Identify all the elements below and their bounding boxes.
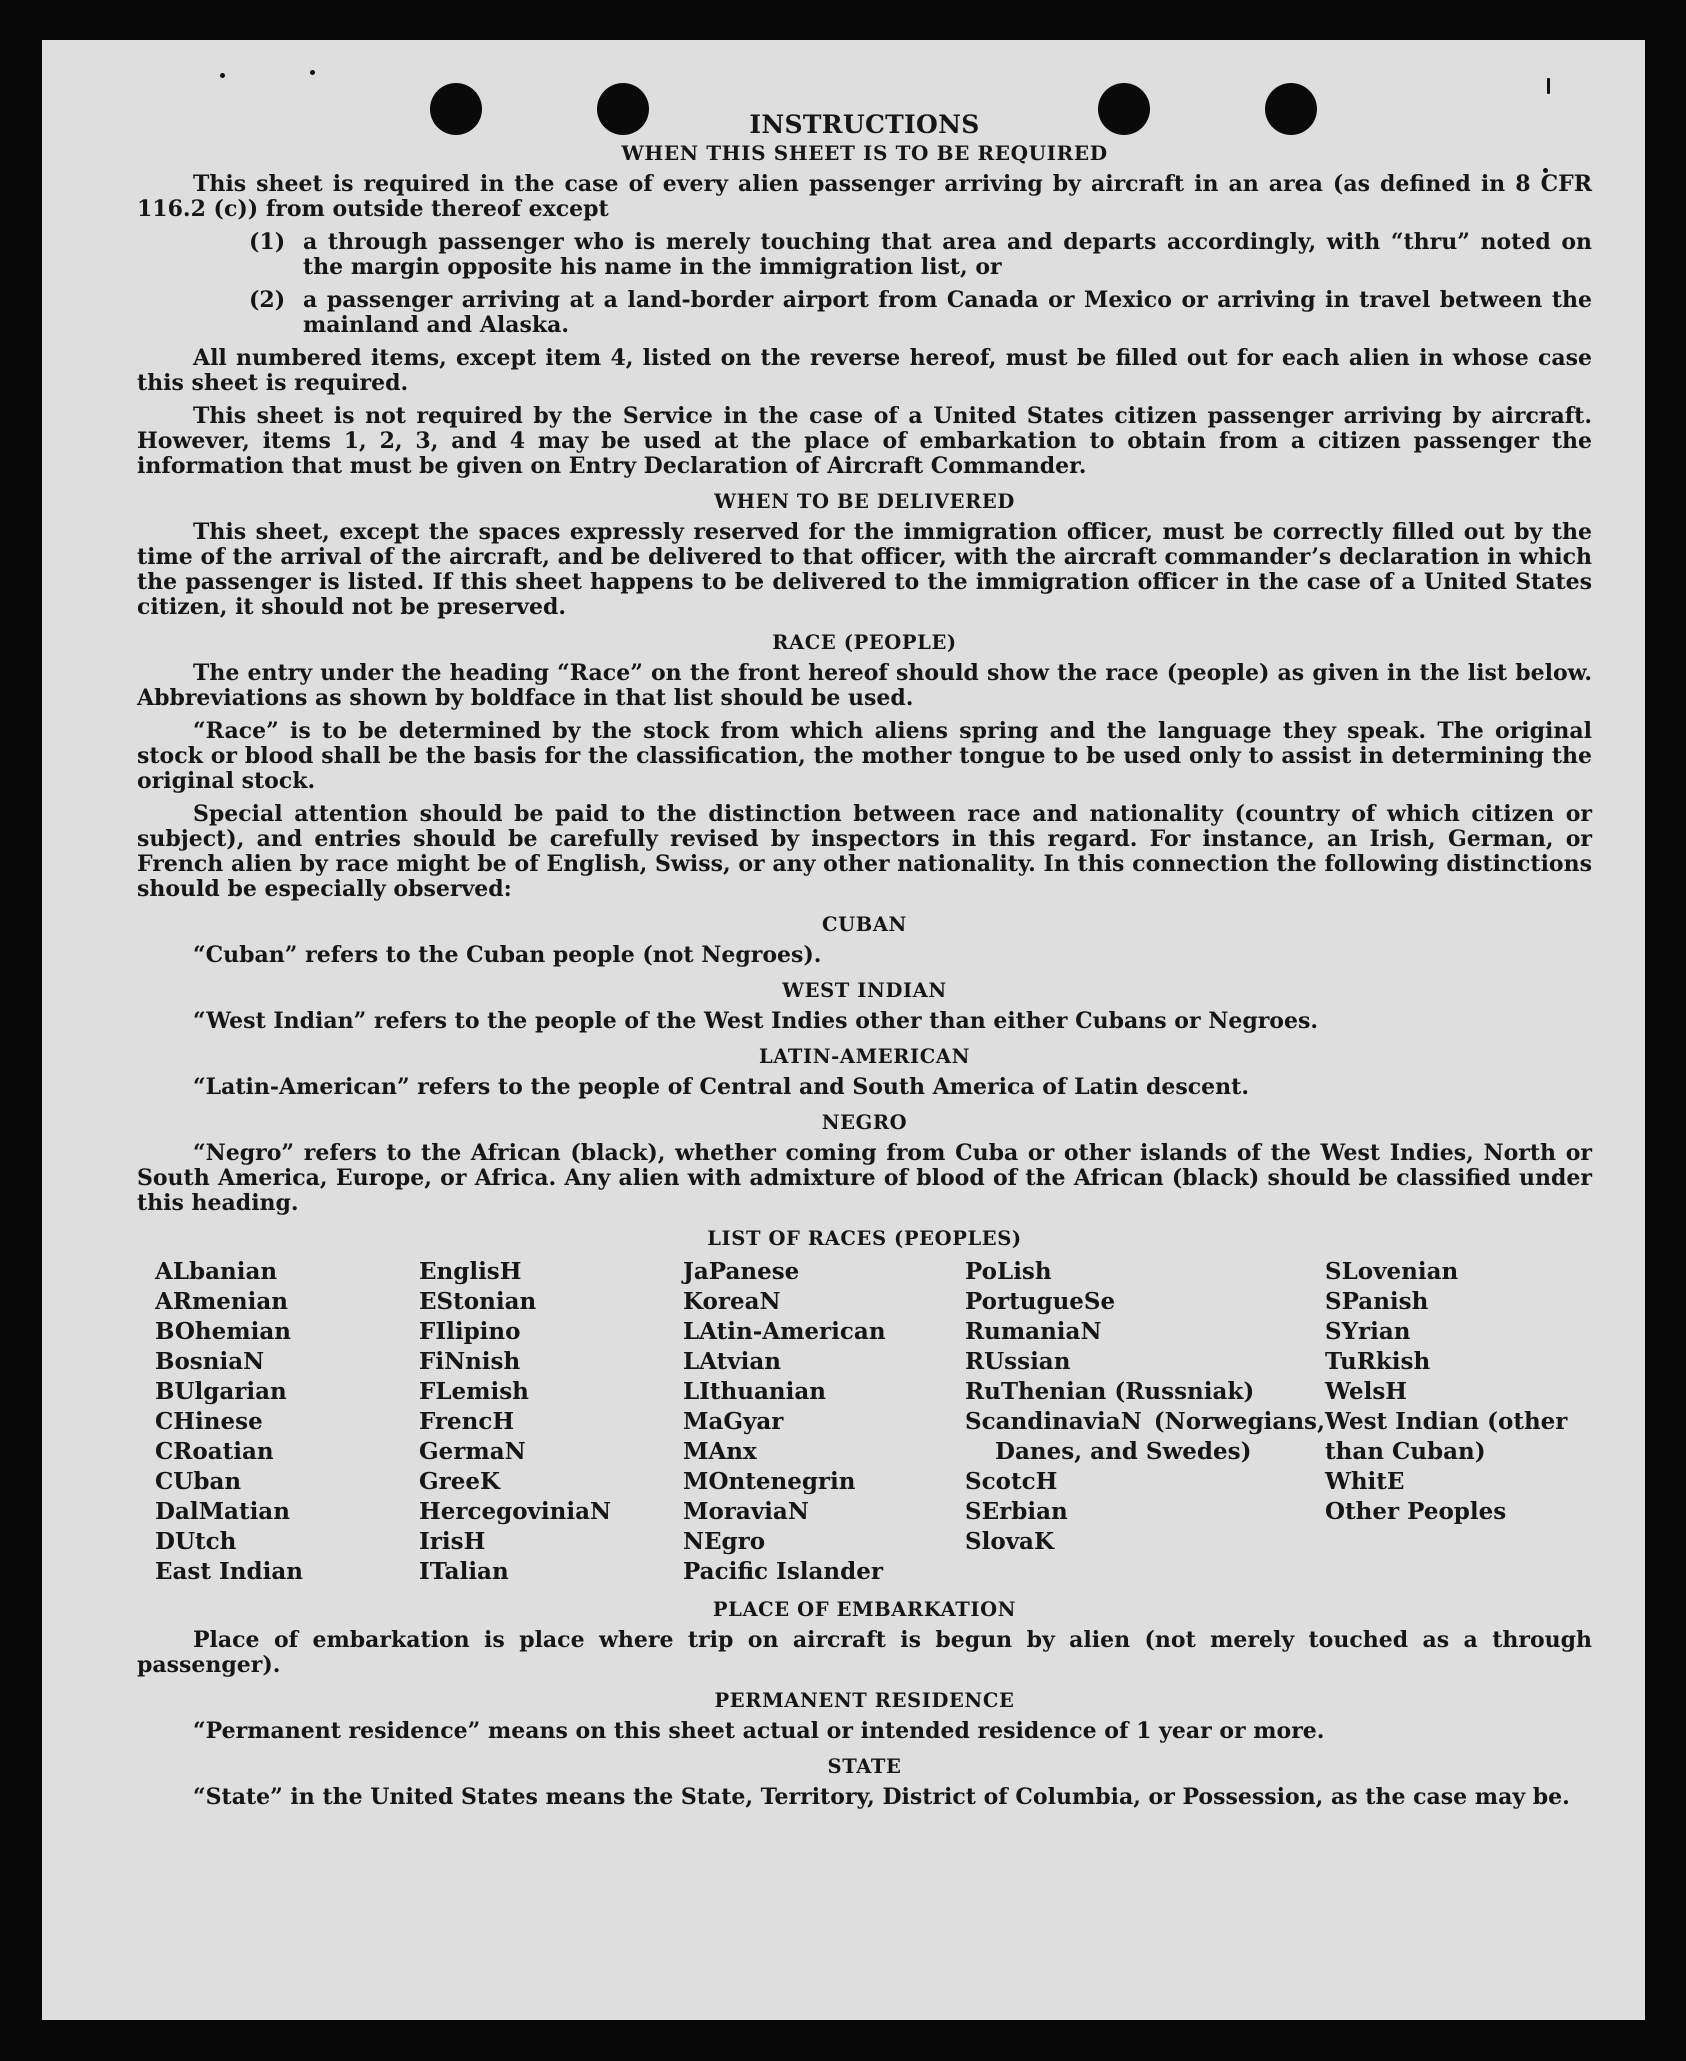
scan-speck — [310, 70, 315, 75]
race-entry: East Indian — [155, 1558, 303, 1585]
race-entry: PoLish — [965, 1258, 1052, 1285]
section-heading: RACE (PEOPLE) — [772, 631, 957, 654]
race-entry: EnglisH — [419, 1258, 522, 1285]
paragraph: The entry under the heading “Race” on the front hereof should show the race (people) as given in the list below. Abbreviations as shown by boldface in that list should be used. — [137, 660, 1592, 711]
race-entry: Pacific Islander — [683, 1558, 883, 1585]
race-entry: CRoatian — [155, 1438, 274, 1465]
document-page — [42, 40, 1645, 2020]
race-entry: SYrian — [1325, 1318, 1411, 1345]
item-text: a passenger arriving at a land-border airport from Canada or Mexico or arriving in travel between the mainland and Alaska. — [303, 287, 1592, 338]
race-entry: GermaN — [419, 1438, 526, 1465]
section-heading: LATIN-AMERICAN — [758, 1045, 971, 1068]
section-heading: NEGRO — [821, 1111, 908, 1134]
race-entry: MoraviaN — [683, 1498, 809, 1525]
race-entry: HercegoviniaN — [419, 1498, 612, 1525]
race-entry: SlovaK — [965, 1528, 1054, 1555]
race-entry: DUtch — [155, 1528, 237, 1555]
race-entry: MAnx — [683, 1438, 757, 1465]
race-entry: WelsH — [1325, 1378, 1408, 1405]
race-entry: ALbanian — [155, 1258, 278, 1285]
race-entry: FrencH — [419, 1408, 515, 1435]
race-entry: MOntenegrin — [683, 1468, 856, 1495]
races-column — [1325, 1257, 1610, 1587]
race-entry: CHinese — [155, 1408, 263, 1435]
race-entry: KoreaN — [683, 1288, 781, 1315]
race-entry: BOhemian — [155, 1318, 291, 1345]
item-number: (1) — [249, 229, 286, 255]
races-column — [965, 1257, 1325, 1587]
race-entry: PortugueSe — [965, 1288, 1116, 1315]
races-column — [419, 1257, 683, 1587]
races-list — [155, 1257, 1592, 1587]
race-entry: LAtin-American — [683, 1318, 886, 1345]
race-entry: ITalian — [419, 1558, 509, 1585]
race-entry: BosniaN — [155, 1348, 265, 1375]
paragraph: “Permanent residence” means on this sheet actual or intended residence of 1 year or more. — [193, 1718, 1325, 1744]
race-entry: FiNnish — [419, 1348, 521, 1375]
race-entry: IrisH — [419, 1528, 486, 1555]
race-entry: TuRkish — [1325, 1348, 1431, 1375]
section-heading: LIST OF RACES (PEOPLES) — [707, 1227, 1022, 1250]
section-heading: PERMANENT RESIDENCE — [714, 1689, 1015, 1712]
race-entry: MaGyar — [683, 1408, 784, 1435]
race-entry: BUlgarian — [155, 1378, 287, 1405]
race-entry: FIlipino — [419, 1318, 521, 1345]
race-entry: ScandinaviaN (Norwegians, Danes, and Swedes) — [965, 1408, 1325, 1465]
races-column — [155, 1257, 419, 1587]
paragraph: “Race” is to be determined by the stock from which aliens spring and the language they speak. The original stock or blood shall be the basis for the classification, the mother tongue to be used only to assist in determining the original stock. — [137, 718, 1592, 794]
race-entry: West Indian (other than Cuban) — [1325, 1408, 1568, 1465]
paragraph: Special attention should be paid to the distinction between race and nationality (country of which citizen or subject), and entries should be carefully revised by inspectors in this regard. For instance, an Irish, German, or French alien by race might be of English, Swiss, or any other nationality. In this connection the following distinctions should be especially observed: — [137, 801, 1592, 902]
scan-speck — [220, 73, 225, 78]
item-text: a through passenger who is merely touching that area and departs accordingly, with “thru” noted on the margin opposite his name in the immigration list, or — [303, 229, 1592, 280]
item-number: (2) — [249, 287, 286, 313]
instructions-text — [137, 112, 1592, 1818]
race-entry: CUban — [155, 1468, 242, 1495]
race-entry: RumaniaN — [965, 1318, 1102, 1345]
paragraph: “State” in the United States means the State, Territory, District of Columbia, or Possession, as the case may be. — [193, 1784, 1570, 1810]
race-entry: LIthuanian — [683, 1378, 826, 1405]
race-entry: WhitE — [1325, 1468, 1405, 1495]
race-entry: SErbian — [965, 1498, 1068, 1525]
numbered-item — [249, 288, 1592, 338]
paragraph: This sheet is required in the case of every alien passenger arriving by aircraft in an area (as defined in 8 CFR 116.2 (c)) from outside thereof except — [137, 171, 1592, 222]
paragraph: “West Indian” refers to the people of the West Indies other than either Cubans or Negroes. — [193, 1008, 1319, 1034]
race-entry: SLovenian — [1325, 1258, 1459, 1285]
race-entry: RuThenian (Russniak) — [965, 1378, 1255, 1405]
paragraph: “Latin-American” refers to the people of Central and South America of Latin descent. — [193, 1074, 1249, 1100]
race-entry: ScotcH — [965, 1468, 1058, 1495]
numbered-item — [249, 230, 1592, 280]
paragraph: “Cuban” refers to the Cuban people (not Negroes). — [193, 942, 822, 968]
race-entry: FLemish — [419, 1378, 529, 1405]
page-title: INSTRUCTIONS — [749, 110, 980, 139]
race-entry: JaPanese — [683, 1258, 800, 1285]
paragraph: This sheet is not required by the Service in the case of a United States citizen passenger arriving by aircraft. However, items 1, 2, 3, and 4 may be used at the place of embarkation to obtain from a citizen passenger the information that must be given on Entry Declaration of Aircraft Commander. — [137, 403, 1592, 479]
race-entry: LAtvian — [683, 1348, 781, 1375]
race-entry: RUssian — [965, 1348, 1071, 1375]
paragraph: “Negro” refers to the African (black), whether coming from Cuba or other islands of the West Indies, North or South America, Europe, or Africa. Any alien with admixture of blood of the African (black) should be classified under this heading. — [137, 1140, 1592, 1216]
races-column — [683, 1257, 965, 1587]
race-entry: GreeK — [419, 1468, 501, 1495]
race-entry: ARmenian — [155, 1288, 289, 1315]
paragraph: All numbered items, except item 4, listed on the reverse hereof, must be filled out for each alien in whose case this sheet is required. — [137, 345, 1592, 396]
race-entry: DalMatian — [155, 1498, 290, 1525]
race-entry: NEgro — [683, 1528, 766, 1555]
section-heading: PLACE OF EMBARKATION — [712, 1598, 1017, 1621]
paragraph: Place of embarkation is place where trip on aircraft is begun by alien (not merely touched as a through passenger). — [137, 1627, 1592, 1678]
section-heading: CUBAN — [822, 913, 907, 936]
section-heading: WEST INDIAN — [782, 979, 947, 1002]
race-entry: Other Peoples — [1325, 1498, 1507, 1525]
section-heading: WHEN THIS SHEET IS TO BE REQUIRED — [621, 141, 1108, 165]
race-entry: SPanish — [1325, 1288, 1429, 1315]
race-entry: EStonian — [419, 1288, 537, 1315]
section-heading: STATE — [827, 1755, 902, 1778]
section-heading: WHEN TO BE DELIVERED — [714, 490, 1015, 513]
scan-speck — [1547, 78, 1550, 94]
paragraph: This sheet, except the spaces expressly reserved for the immigration officer, must be correctly filled out by the time of the arrival of the aircraft, and be delivered to that officer, with the aircraft commander’s declaration in which the passenger is listed. If this sheet happens to be delivered to the immigration officer in the case of a United States citizen, it should not be preserved. — [137, 519, 1592, 620]
